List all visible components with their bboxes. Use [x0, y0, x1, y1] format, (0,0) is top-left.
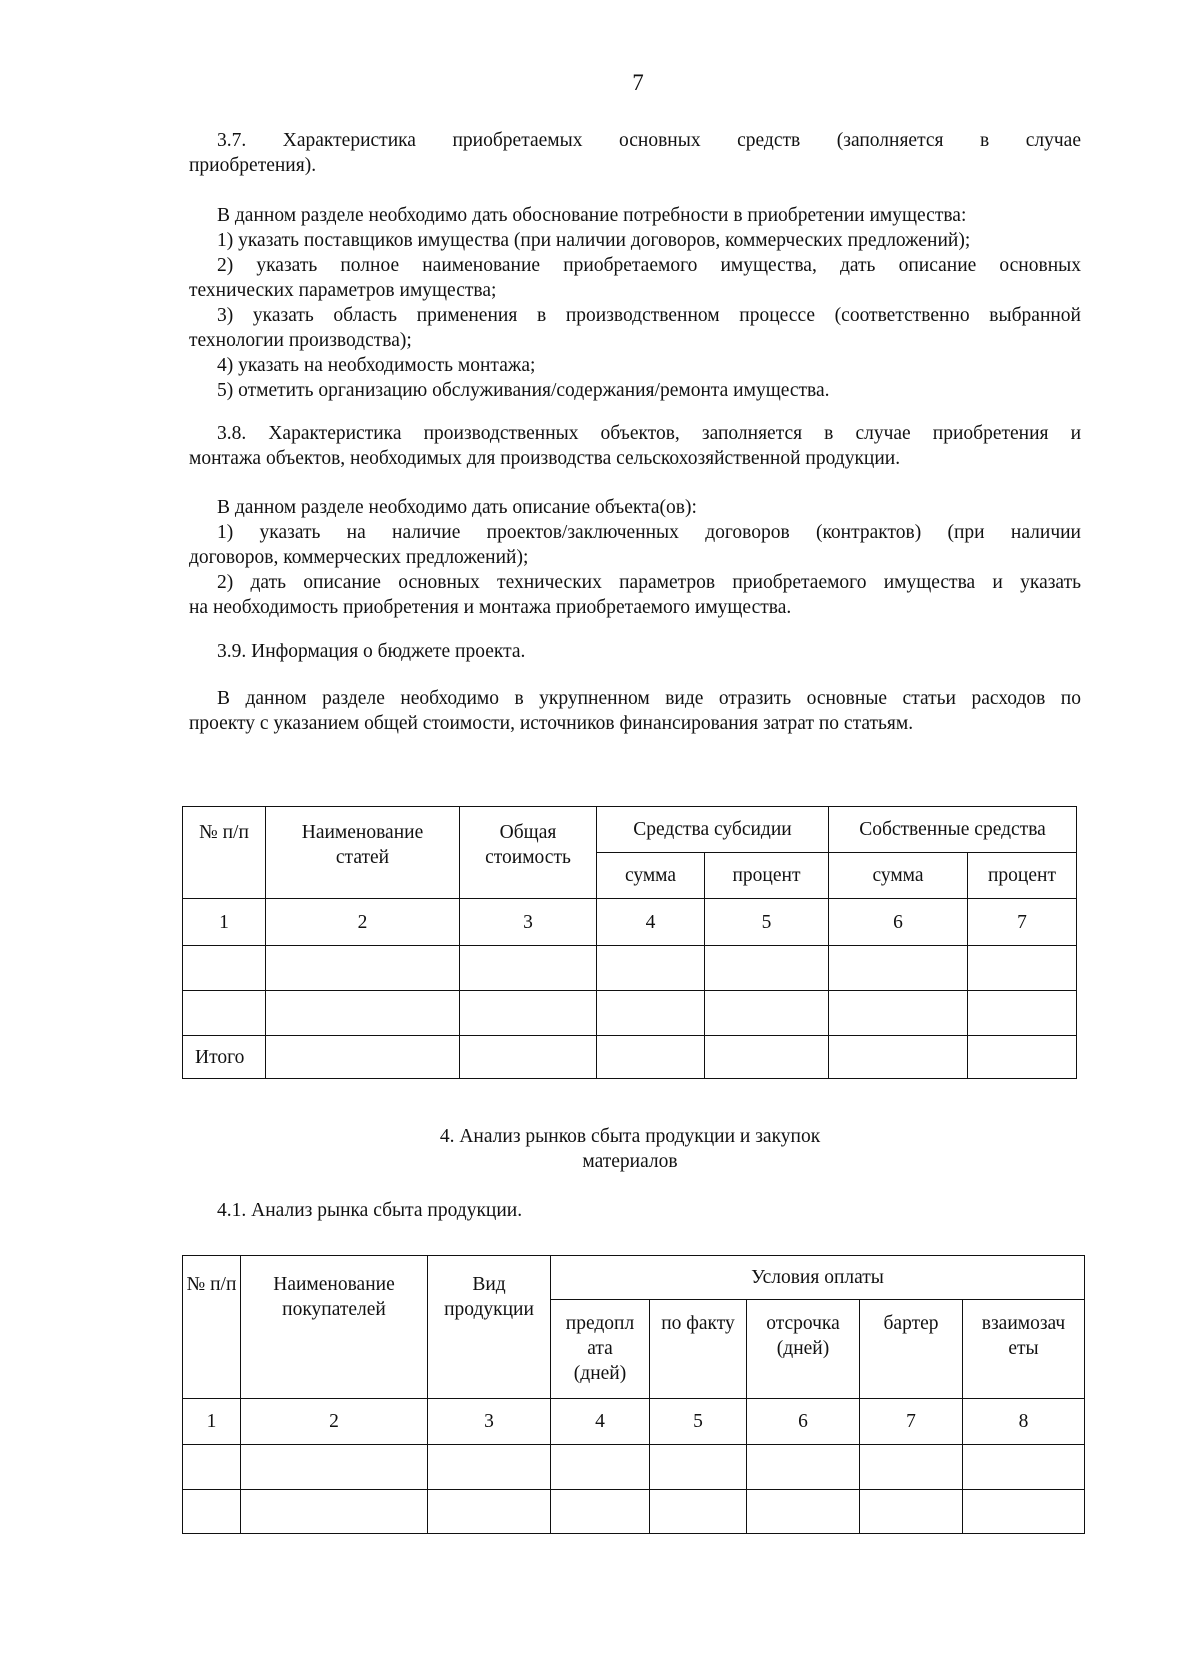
section-3-9-title: 3.9. Информация о бюджете проекта. — [217, 641, 526, 662]
s37-intro: В данном разделе необходимо дать обоснование потребности в приобретении имущества: — [217, 205, 967, 226]
t1-empty-cell — [705, 1036, 829, 1079]
t1-num-cell: 4 — [597, 899, 705, 946]
t1-header-subsidy-pct: процент — [705, 853, 829, 899]
t1-header-own-pct: процент — [968, 853, 1077, 899]
t1-total-row — [183, 1036, 1077, 1079]
t1-empty-cell — [705, 991, 829, 1036]
s37-item-1: 1) указать поставщиков имущества (при наличии договоров, коммерческих предложений); — [217, 230, 971, 251]
page-number: 7 — [632, 70, 644, 95]
t1-empty-cell — [968, 1036, 1077, 1079]
section-3-7-line-2: приобретения). — [189, 155, 317, 176]
t1-empty-cell — [597, 946, 705, 991]
s37-item-3b: технологии производства); — [189, 330, 412, 351]
s38-item-1b: договоров, коммерческих предложений); — [189, 547, 529, 568]
section-4-1-heading — [189, 1198, 1081, 1223]
t2-num-cell: 4 — [551, 1399, 650, 1445]
t2-empty-cell — [860, 1490, 963, 1534]
t1-empty-cell — [266, 946, 460, 991]
t1-header-name: Наименование статей — [266, 807, 460, 899]
section-3-7-heading — [189, 128, 1081, 178]
t1-empty-row — [183, 991, 1077, 1036]
t2-empty-cell — [428, 1490, 551, 1534]
s38-item-2a: 2) дать описание основных технических параметров приобретаемого имущества и указать — [217, 572, 1081, 593]
t1-num-cell: 5 — [705, 899, 829, 946]
t1-header-own-sum: сумма — [829, 853, 968, 899]
t1-num-cell: 6 — [829, 899, 968, 946]
t1-empty-cell — [460, 1036, 597, 1079]
section-3-8-line-1: 3.8. Характеристика производственных объектов, заполняется в случае приобретения и — [217, 423, 1081, 444]
t1-header-subsidy-sum: сумма — [597, 853, 705, 899]
t1-header-total: Общая стоимость — [460, 807, 597, 899]
section-3-8-line-2: монтажа объектов, необходимых для производства сельскохозяйственной продукции. — [189, 448, 901, 469]
market-table — [182, 1255, 1085, 1534]
t2-num-cell: 1 — [183, 1399, 241, 1445]
t2-header-buyers: Наименование покупателей — [241, 1256, 428, 1399]
t1-header-subsidy: Средства субсидии — [597, 807, 829, 853]
t1-empty-cell — [829, 991, 968, 1036]
section-4-1-title: 4.1. Анализ рынка сбыта продукции. — [217, 1200, 523, 1221]
t2-empty-row — [183, 1490, 1085, 1534]
section-4-title-line-2: материалов — [582, 1151, 678, 1172]
t1-number-row — [183, 899, 1077, 946]
s37-item-3a: 3) указать область применения в производственном процессе (соответственно выбранной — [217, 305, 1081, 326]
s39-line-2: проекту с указанием общей стоимости, источников финансирования затрат по статьям. — [189, 713, 914, 734]
t1-empty-cell — [460, 946, 597, 991]
t1-empty-cell — [829, 946, 968, 991]
t1-empty-cell — [597, 991, 705, 1036]
t1-num-cell: 3 — [460, 899, 597, 946]
s38-item-1a: 1) указать на наличие проектов/заключенных договоров (контрактов) (при наличии — [217, 522, 1081, 543]
s37-item-4: 4) указать на необходимость монтажа; — [217, 355, 536, 376]
t2-empty-cell — [183, 1445, 241, 1490]
t1-empty-cell — [460, 991, 597, 1036]
t1-empty-cell — [266, 991, 460, 1036]
t2-num-cell: 8 — [963, 1399, 1085, 1445]
s38-intro: В данном разделе необходимо дать описание объекта(ов): — [217, 497, 697, 518]
t2-num-cell: 6 — [747, 1399, 860, 1445]
t1-empty-cell — [597, 1036, 705, 1079]
t2-empty-cell — [747, 1445, 860, 1490]
t2-header-prepay: предопл ата (дней) — [551, 1300, 650, 1399]
t1-empty-row — [183, 946, 1077, 991]
budget-table — [182, 806, 1077, 1079]
t1-empty-cell — [829, 1036, 968, 1079]
section-3-7-body — [189, 203, 1081, 403]
t2-num-cell: 7 — [860, 1399, 963, 1445]
t1-empty-cell — [183, 991, 266, 1036]
t2-empty-row — [183, 1445, 1085, 1490]
t2-number-row — [183, 1399, 1085, 1445]
s38-item-2b: на необходимость приобретения и монтажа приобретаемого имущества. — [189, 597, 792, 618]
t1-empty-cell — [968, 991, 1077, 1036]
section-4-title-line-1: 4. Анализ рынков сбыта продукции и закупок — [439, 1126, 821, 1147]
t1-num-cell: 2 — [266, 899, 460, 946]
t2-header-num: № п/п — [183, 1256, 241, 1399]
t2-empty-cell — [747, 1490, 860, 1534]
t1-header-own: Собственные средства — [829, 807, 1077, 853]
t2-header-offset: взаимозач еты — [963, 1300, 1085, 1399]
t2-empty-cell — [241, 1445, 428, 1490]
section-3-9-heading — [189, 639, 1081, 664]
section-4-heading — [180, 1124, 1080, 1174]
section-3-9-body — [189, 686, 1081, 736]
t2-empty-cell — [551, 1445, 650, 1490]
t2-num-cell: 2 — [241, 1399, 428, 1445]
t2-empty-cell — [650, 1490, 747, 1534]
t1-empty-cell — [266, 1036, 460, 1079]
s39-line-1: В данном разделе необходимо в укрупненном виде отразить основные статьи расходов по — [217, 688, 1081, 709]
s37-item-2b: технических параметров имущества; — [189, 280, 497, 301]
t2-empty-cell — [963, 1445, 1085, 1490]
t2-empty-cell — [551, 1490, 650, 1534]
section-3-8-heading — [189, 421, 1081, 471]
t2-num-cell: 3 — [428, 1399, 551, 1445]
t2-empty-cell — [963, 1490, 1085, 1534]
t1-num-cell: 1 — [183, 899, 266, 946]
t1-header-num: № п/п — [183, 807, 266, 899]
section-3-7-line-1: 3.7. Характеристика приобретаемых основных средств (заполняется в случае — [217, 130, 1081, 151]
s37-item-2a: 2) указать полное наименование приобретаемого имущества, дать описание основных — [217, 255, 1081, 276]
t2-num-cell: 5 — [650, 1399, 747, 1445]
t2-empty-cell — [428, 1445, 551, 1490]
t1-empty-cell — [968, 946, 1077, 991]
t2-header-product: Вид продукции — [428, 1256, 551, 1399]
t2-header-fact: по факту — [650, 1300, 747, 1399]
t2-empty-cell — [241, 1490, 428, 1534]
t2-empty-cell — [183, 1490, 241, 1534]
t2-empty-cell — [650, 1445, 747, 1490]
t2-header-defer: отсрочка (дней) — [747, 1300, 860, 1399]
t1-empty-cell — [183, 946, 266, 991]
t2-empty-cell — [860, 1445, 963, 1490]
t2-header-payment: Условия оплаты — [551, 1256, 1085, 1300]
t1-empty-cell — [705, 946, 829, 991]
t1-num-cell: 7 — [968, 899, 1077, 946]
t2-header-barter: бартер — [860, 1300, 963, 1399]
t1-total-label: Итого — [183, 1036, 266, 1079]
section-3-8-body — [189, 495, 1081, 620]
s37-item-5: 5) отметить организацию обслуживания/содержания/ремонта имущества. — [217, 380, 830, 401]
